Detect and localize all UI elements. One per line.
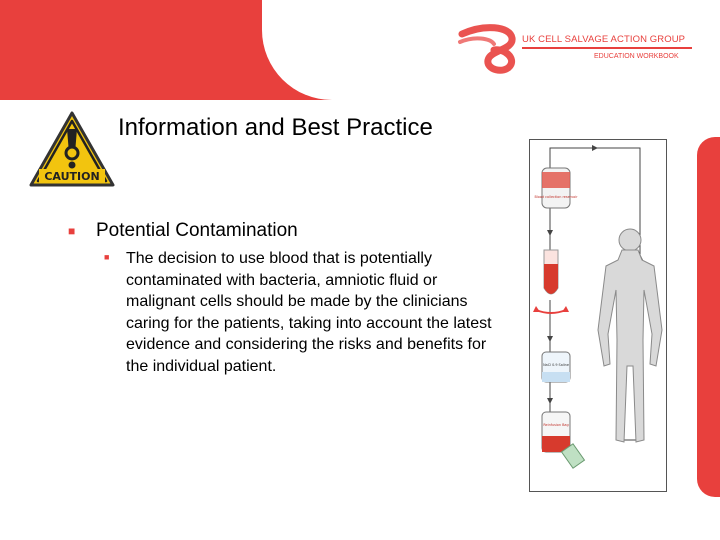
figure-eight-logo-icon xyxy=(454,20,524,76)
page-title: Information and Best Practice xyxy=(118,114,433,141)
org-name: UK CELL SALVAGE ACTION GROUP xyxy=(522,34,686,45)
saline-bag-label: NaCl 0.9 Saline xyxy=(543,363,569,367)
right-accent-bar xyxy=(697,137,720,497)
collection-reservoir-label: Blood collection reservoir xyxy=(534,195,578,199)
cell-salvage-circuit-icon xyxy=(530,140,666,491)
reinfusion-bag-label: Reinfusion Bag xyxy=(543,423,569,427)
square-bullet-icon: ■ xyxy=(104,252,110,262)
bullet-level2 xyxy=(104,248,504,378)
cell-salvage-diagram xyxy=(529,139,667,492)
bullet-level2-text: The decision to use blood that is potentially contaminated with bacteria, amniotic fluid or malignant cells should be made by the clinicians caring for the patients, taking into account the latest evidence and considering the risks and benefits for the individual patient. xyxy=(126,250,492,375)
header-banner xyxy=(0,0,720,100)
bullet-level1 xyxy=(70,220,298,242)
org-subtitle: EDUCATION WORKBOOK xyxy=(594,53,679,60)
warning-triangle-icon xyxy=(27,109,117,189)
caution-label: CAUTION xyxy=(44,170,100,183)
org-divider xyxy=(522,47,692,49)
square-bullet-icon: ■ xyxy=(68,224,76,238)
bullet-level1-text: Potential Contamination xyxy=(96,220,298,241)
caution-sign xyxy=(27,109,117,194)
